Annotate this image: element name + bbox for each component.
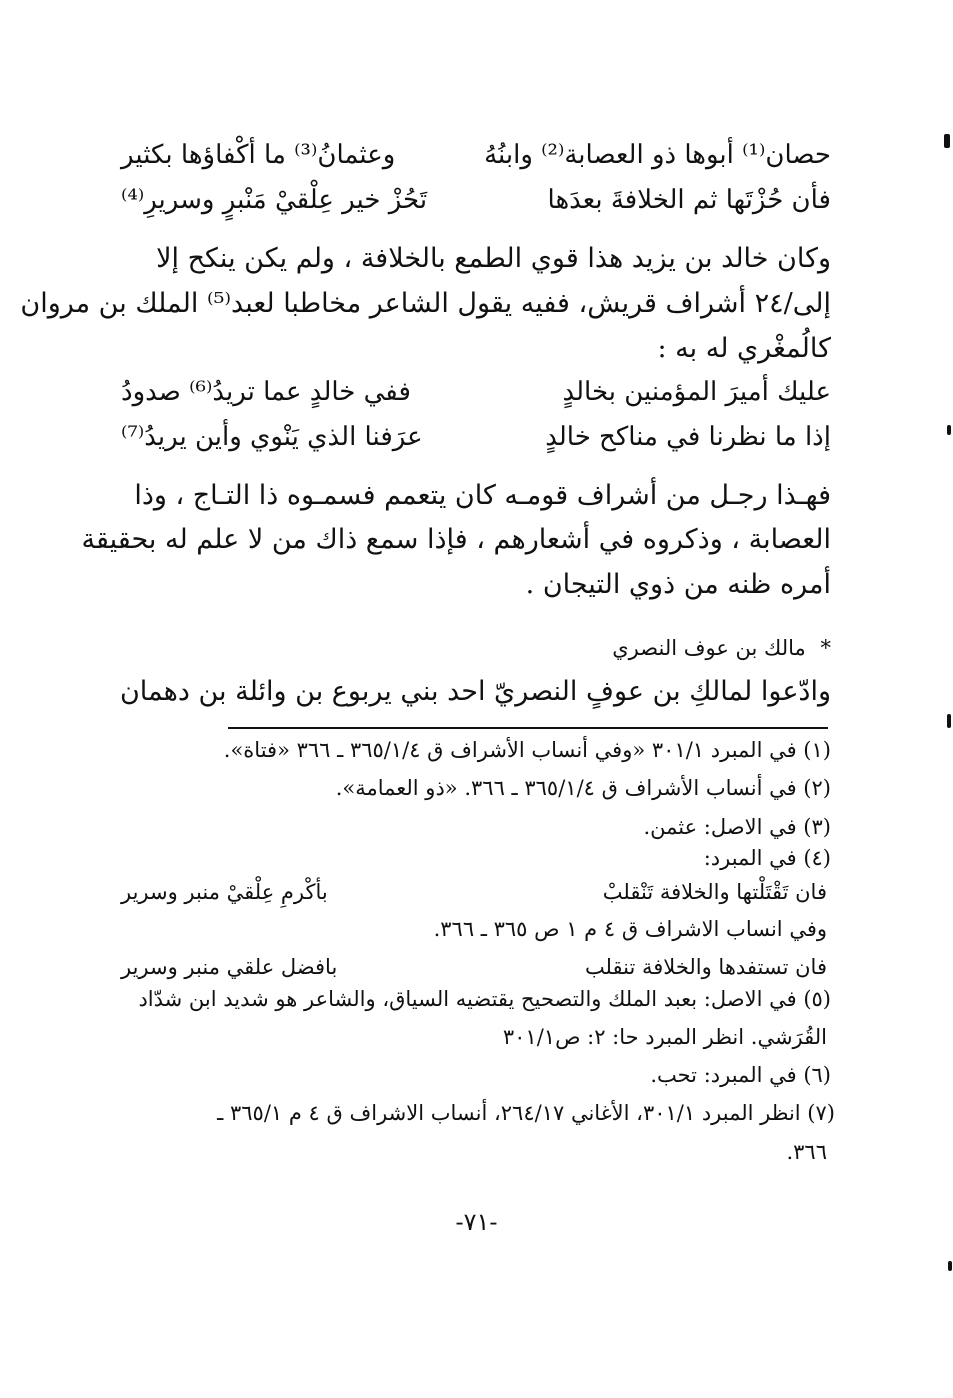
section-heading bbox=[612, 636, 831, 660]
paragraph1-line2: إلى/٢٤ أشراف قريش، ففيه يقول الشاعر مخاطبا لعبد⁽⁵⁾ الملك بن مروان bbox=[20, 288, 831, 319]
footnote-4-verse2 bbox=[121, 955, 827, 980]
verse1-line2 bbox=[121, 185, 831, 216]
footnote-2: (٢) في أنساب الأشراف ق ٣٦٥/١/٤ ـ ٣٦٦. «ذو العمامة». bbox=[335, 776, 831, 800]
verse2-line1-second-hemistich: ففي خالدٍ عما تريدُ⁽⁶⁾ صدودُ bbox=[121, 377, 411, 407]
footnote-5-line1: (٥) في الاصل: بعبد الملك والتصحيح يقتضيه السياق، والشاعر هو شديد ابن شدّاد bbox=[138, 987, 831, 1011]
section-first-line: وادّعوا لمالكِ بن عوفٍ النصريّ احد بني يربوع بن وائلة بن دهمان bbox=[119, 676, 831, 707]
margin-mark-middle bbox=[947, 425, 951, 435]
paragraph2-line2: العصابة ، وذكروه في أشعارهم ، فإذا سمع ذاك من لا علم له بحقيقة bbox=[81, 524, 831, 555]
paragraph1-line1: وكان خالد بن يزيد هذا قوي الطمع بالخلافة ، ولم يكن ينكح إلا bbox=[156, 243, 831, 274]
verse1-line1-first-hemistich: حصان⁽¹⁾ أبوها ذو العصابة⁽²⁾ وابنُهُ bbox=[484, 140, 831, 170]
verse1-line1-second-hemistich: وعثمانُ⁽³⁾ ما أكْفاؤها بكثير bbox=[121, 140, 396, 170]
verse2-line1 bbox=[121, 377, 831, 408]
paragraph1-line3: كالُمغْري له به : bbox=[657, 333, 831, 364]
page-number: -٧١- bbox=[455, 1208, 498, 1236]
verse1-line2-second-hemistich: تَحُزْ خير عِلْقيْ مَنْبرٍ وسريرِ⁽⁴⁾ bbox=[121, 185, 428, 215]
footnote-4-verse1-first-hemistich: فان تَقْتَلْتها والخلافة تَنْقلبْ bbox=[602, 880, 827, 904]
verse1-line2-first-hemistich: فأن حُزْتَها ثم الخلافةَ بعدَها bbox=[547, 185, 831, 215]
footnote-3: (٣) في الاصل: عثمن. bbox=[643, 815, 831, 839]
verse2-line2 bbox=[121, 422, 831, 453]
margin-mark-lower bbox=[947, 714, 951, 728]
footnote-4-verse2-first-hemistich: فان تستفدها والخلافة تنقلب bbox=[584, 955, 827, 979]
section-heading-text: مالك بن عوف النصري bbox=[612, 636, 806, 660]
margin-mark-top bbox=[944, 134, 950, 148]
footnote-1: (١) في المبرد ٣٠١/١ «وفي أنساب الأشراف ق ٣٦٥/١/٤ ـ ٣٦٦ «فتاة». bbox=[223, 738, 831, 762]
paragraph2-line3: أمره ظنه من ذوي التيجان . bbox=[525, 569, 831, 600]
verse2-line2-second-hemistich: عرَفنا الذي يَنْوي وأين يريدُ⁽⁷⁾ bbox=[121, 422, 423, 452]
margin-mark-bottom bbox=[948, 1261, 952, 1271]
verse1-line1 bbox=[121, 140, 831, 171]
verse2-line2-first-hemistich: إذا ما نظرنا في مناكح خالدٍ bbox=[545, 422, 831, 452]
asterisk-marker: * bbox=[820, 636, 831, 660]
footnote-5-line2: القُرَشي. انظر المبرد حا: ٢: ص٣٠١/١ bbox=[502, 1025, 827, 1049]
footnote-7-line2: ٣٦٦. bbox=[786, 1140, 827, 1164]
footnote-4: (٤) في المبرد: bbox=[703, 846, 831, 870]
footnote-4-note: وفي انساب الاشراف ق ٤ م ١ ص ٣٦٥ ـ ٣٦٦. bbox=[433, 917, 827, 941]
paragraph2-line1: فهـذا رجـل من أشراف قومـه كان يتعمم فسمـوه ذا التـاج ، وذا bbox=[134, 480, 831, 511]
footnote-4-verse1-second-hemistich: بأكْرمِ عِلْقيْ منبر وسرير bbox=[121, 880, 328, 904]
footnote-separator bbox=[228, 727, 828, 729]
footnote-4-verse2-second-hemistich: بافضل علقي منبر وسرير bbox=[121, 955, 338, 979]
footnote-7-line1: (٧) انظر المبرد ٣٠١/١، الأغاني ٢٦٤/١٧، أنساب الاشراف ق ٤ م ٣٦٥/١ ـ bbox=[217, 1101, 835, 1125]
footnote-4-verse1 bbox=[121, 880, 827, 905]
verse2-line1-first-hemistich: عليك أميرَ المؤمنين بخالدٍ bbox=[562, 377, 831, 407]
footnote-6: (٦) في المبرد: تحب. bbox=[650, 1063, 831, 1087]
